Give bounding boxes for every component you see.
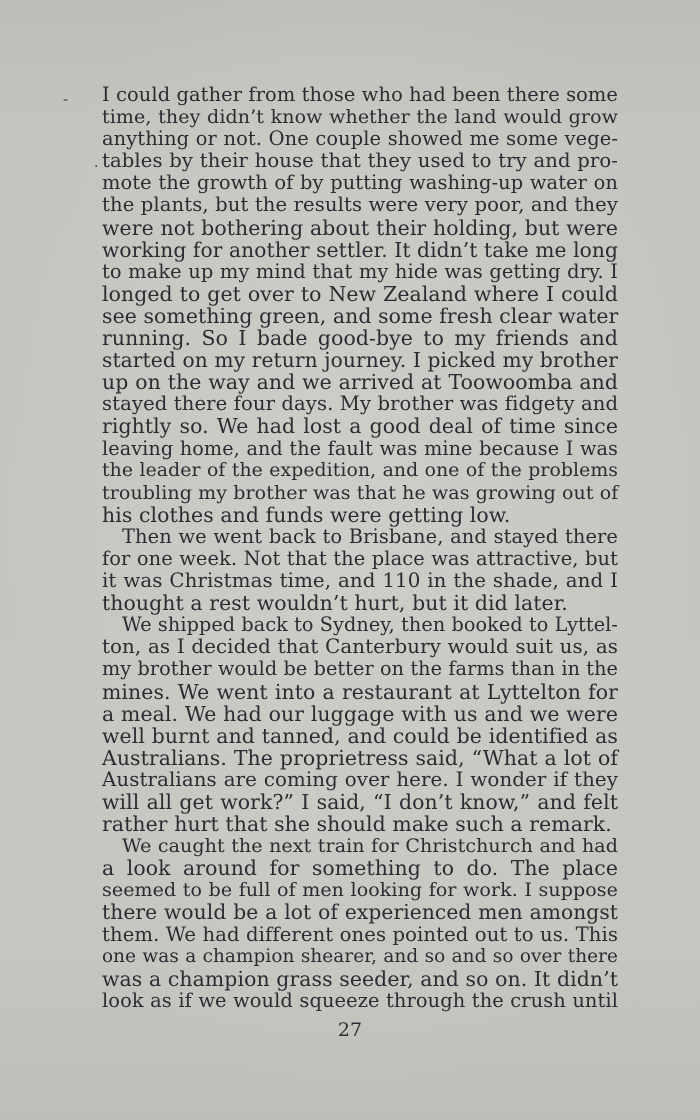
- text-line: the plants, but the results were very poor, and they: [102, 193, 618, 217]
- text-line: will all get work?” I said, “I don’t know,” and felt: [102, 790, 618, 814]
- text-line: mote the growth of by putting washing-up water on: [102, 171, 618, 195]
- text-line: Then we went back to Brisbane, and stayed there: [122, 524, 618, 548]
- text-line: the leader of the expedition, and one of the problems: [102, 459, 618, 481]
- margin-mark: .: [94, 155, 99, 171]
- text-line: stayed there four days. My brother was fidgety and: [102, 392, 619, 416]
- text-line: a meal. We had our luggage with us and we were: [102, 701, 618, 726]
- text-line: mines. We went into a restaurant at Lyttelton for: [102, 679, 618, 704]
- text-line: were not bothering about their holding, but were: [102, 215, 618, 240]
- text-line: seemed to be full of men looking for work. I suppose: [102, 879, 618, 902]
- text-line: started on my return journey. I picked my brother: [102, 348, 618, 373]
- text-line: a look around for something to do. The place: [102, 856, 618, 881]
- text-line: Australians. The proprietress said, “What a lot of: [102, 745, 618, 770]
- text-line: there would be a lot of experienced men amongst: [102, 900, 618, 925]
- text-line: We caught the next train for Christchurch and had: [122, 835, 618, 858]
- text-line: troubling my brother was that he was growing out of: [102, 481, 619, 504]
- text-line: rightly so. We had lost a good deal of time since: [102, 414, 618, 439]
- text-line: tables by their house that they used to try and pro-: [102, 149, 618, 173]
- text-line: Australians are coming over here. I wonder if they: [102, 767, 618, 791]
- text-line: see something green, and some fresh clear water: [102, 303, 619, 328]
- text-line: ton, as I decided that Canterbury would suit us, as: [102, 635, 618, 659]
- text-line: for one week. Not that the place was attractive, but: [102, 546, 618, 570]
- text-line: We shipped back to Sydney, then booked to Lyttel-: [122, 613, 618, 637]
- body-text: [102, 84, 618, 1012]
- text-line: one was a champion shearer, and so and so over there: [102, 945, 618, 967]
- text-line: running. So I bade good-bye to my friends and: [102, 326, 618, 351]
- text-line: look as if we would squeeze through the crush until: [102, 988, 618, 1012]
- text-line: his clothes and funds were getting low.: [102, 502, 511, 527]
- margin-mark: -: [63, 92, 69, 108]
- text-line: up on the way and we arrived at Toowoomba and: [102, 370, 618, 395]
- text-line: it was Christmas time, and 110 in the shade, and I: [102, 569, 618, 593]
- text-line: well burnt and tanned, and could be identified as: [102, 723, 618, 748]
- text-line: them. We had different ones pointed out to us. This: [102, 922, 618, 946]
- text-line: anything or not. One couple showed me some vege-: [102, 127, 618, 151]
- text-line: leaving home, and the fault was mine because I was: [102, 436, 618, 460]
- text-line: I could gather from those who had been there some: [102, 83, 618, 106]
- text-line: longed to get over to New Zealand where I could: [102, 281, 618, 306]
- text-line: was a champion grass seeder, and so on. It didn’t: [102, 966, 618, 991]
- text-line: thought a rest wouldn’t hurt, but it did later.: [102, 591, 568, 616]
- text-line: rather hurt that she should make such a remark.: [102, 812, 612, 837]
- text-line: my brother would be better on the farms than in the: [102, 657, 618, 681]
- text-line: working for another settler. It didn’t take me long: [102, 237, 618, 262]
- text-line: time, they didn’t know whether the land would grow: [102, 106, 618, 129]
- text-line: to make up my mind that my hide was getting dry. I: [102, 259, 618, 283]
- page-number: 27: [337, 1019, 363, 1041]
